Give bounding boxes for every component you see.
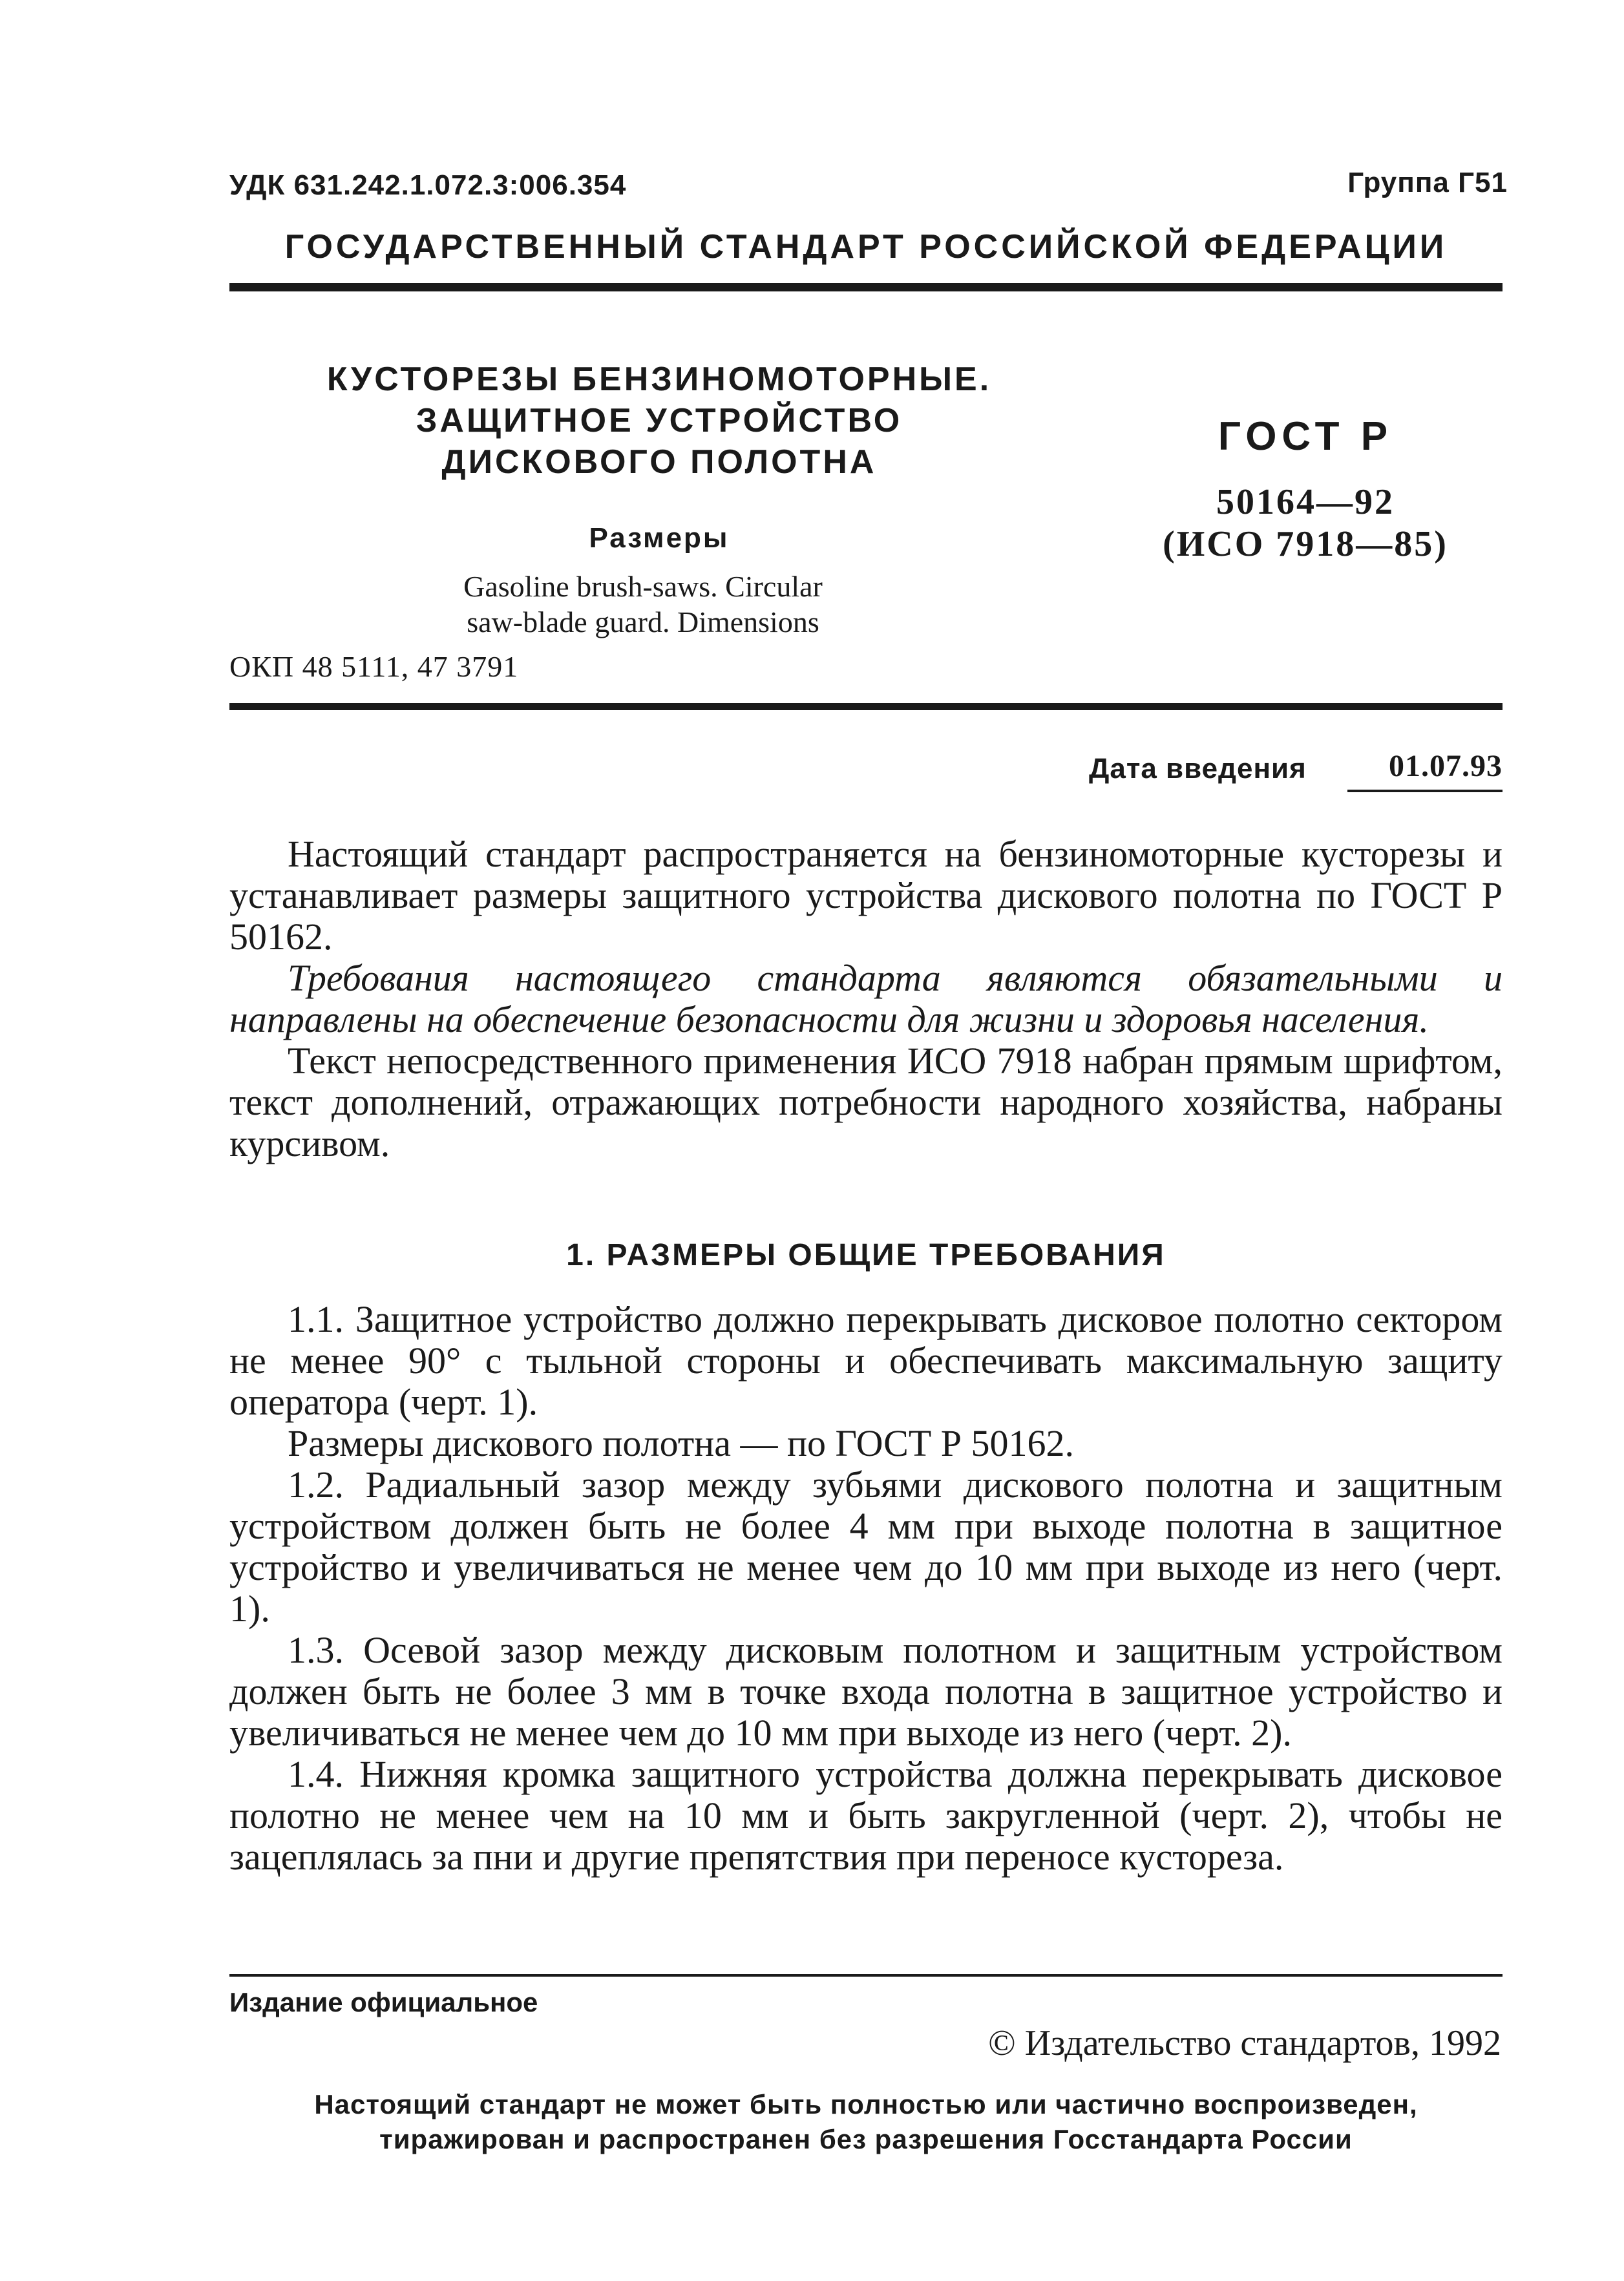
header-divider <box>229 283 1503 291</box>
disclaimer-line: тиражирован и распространен без разрешения Госстандарта России <box>379 2124 1353 2154</box>
standard-title <box>229 359 1089 483</box>
title-line: КУСТОРЕЗЫ БЕНЗИНОМОТОРНЫЕ. <box>326 361 992 398</box>
reproduction-disclaimer <box>229 2087 1503 2157</box>
section-heading: 1. РАЗМЕРЫ ОБЩИЕ ТРЕБОВАНИЯ <box>566 1238 1166 1272</box>
clause-paragraph: 1.4. Нижняя кромка защитного устройства должна перекрывать дисковое полотно не менее чем на 10 мм и быть закругленной (черт. 2), чтобы не зацеплялась за пни и другие препятствия при переносе кустореза. <box>229 1753 1503 1878</box>
english-title <box>388 569 898 640</box>
intro-paragraph: Текст непосредственного применения ИСО 7918 набран прямым шрифтом, текст дополнений, отражающих потребности народного хозяйства, набраны курсивом. <box>229 1040 1503 1164</box>
disclaimer-line: Настоящий стандарт не может быть полностью или частично воспроизведен, <box>314 2089 1418 2119</box>
intro-text <box>229 834 1503 1164</box>
section-body <box>229 1299 1503 1878</box>
gost-number: 50164—92 <box>1216 482 1395 522</box>
clause-paragraph: 1.1. Защитное устройство должно перекрывать дисковое полотно сектором не менее 90° с тыльной стороны и обеспечивать максимальную защиту оператора (черт. 1). <box>229 1298 1503 1423</box>
group-code: Группа Г51 <box>1347 167 1508 198</box>
english-title-line: Gasoline brush-saws. Circular <box>463 570 823 603</box>
copyright-notice: © Издательство стандартов, 1992 <box>988 2023 1501 2063</box>
intro-paragraph: Настоящий стандарт распространяется на бензиномоторные кусторезы и устанавливает размеры защитного устройства дискового полотна по ГОСТ Р 50162. <box>229 833 1503 958</box>
clause-paragraph: 1.2. Радиальный зазор между зубьями дискового полотна и защитным устройством должен быть не более 4 мм при выходе полотна в защитное устройство и увеличиваться не менее чем до 10 мм при выходе из него (черт. 1). <box>229 1464 1503 1630</box>
intro-paragraph-italic: Требования настоящего стандарта являются обязательными и направлены на обеспечение безопасности для жизни и здоровья населения. <box>229 957 1503 1040</box>
date-label: Дата введения <box>1089 753 1307 784</box>
iso-reference: (ИСО 7918—85) <box>1163 524 1448 564</box>
date-value: 01.07.93 <box>1389 749 1503 783</box>
english-title-line: saw-blade guard. Dimensions <box>467 605 819 638</box>
standard-subtitle: Размеры <box>589 522 730 554</box>
state-standard-heading: ГОСУДАРСТВЕННЫЙ СТАНДАРТ РОССИЙСКОЙ ФЕДЕРАЦИИ <box>284 228 1448 266</box>
udk-code: УДК 631.242.1.072.3:006.354 <box>229 169 627 201</box>
title-line: ДИСКОВОГО ПОЛОТНА <box>441 443 877 481</box>
clause-paragraph: 1.3. Осевой зазор между дисковым полотном и защитным устройством должен быть не более 3 мм в точке входа полотна в защитное устройство и увеличиваться не менее чем до 10 мм при выходе из него (черт. 2). <box>229 1629 1503 1754</box>
official-edition-label: Издание официальное <box>229 1987 538 2017</box>
title-line: ЗАЩИТНОЕ УСТРОЙСТВО <box>416 402 903 439</box>
footer-divider <box>229 1974 1503 1977</box>
okp-code: ОКП 48 5111, 47 3791 <box>229 650 519 683</box>
title-divider <box>229 703 1503 710</box>
clause-paragraph: Размеры дискового полотна — по ГОСТ Р 50162. <box>288 1422 1075 1464</box>
gost-designation: ГОСТ Р <box>1218 414 1393 459</box>
date-underline <box>1347 790 1503 792</box>
